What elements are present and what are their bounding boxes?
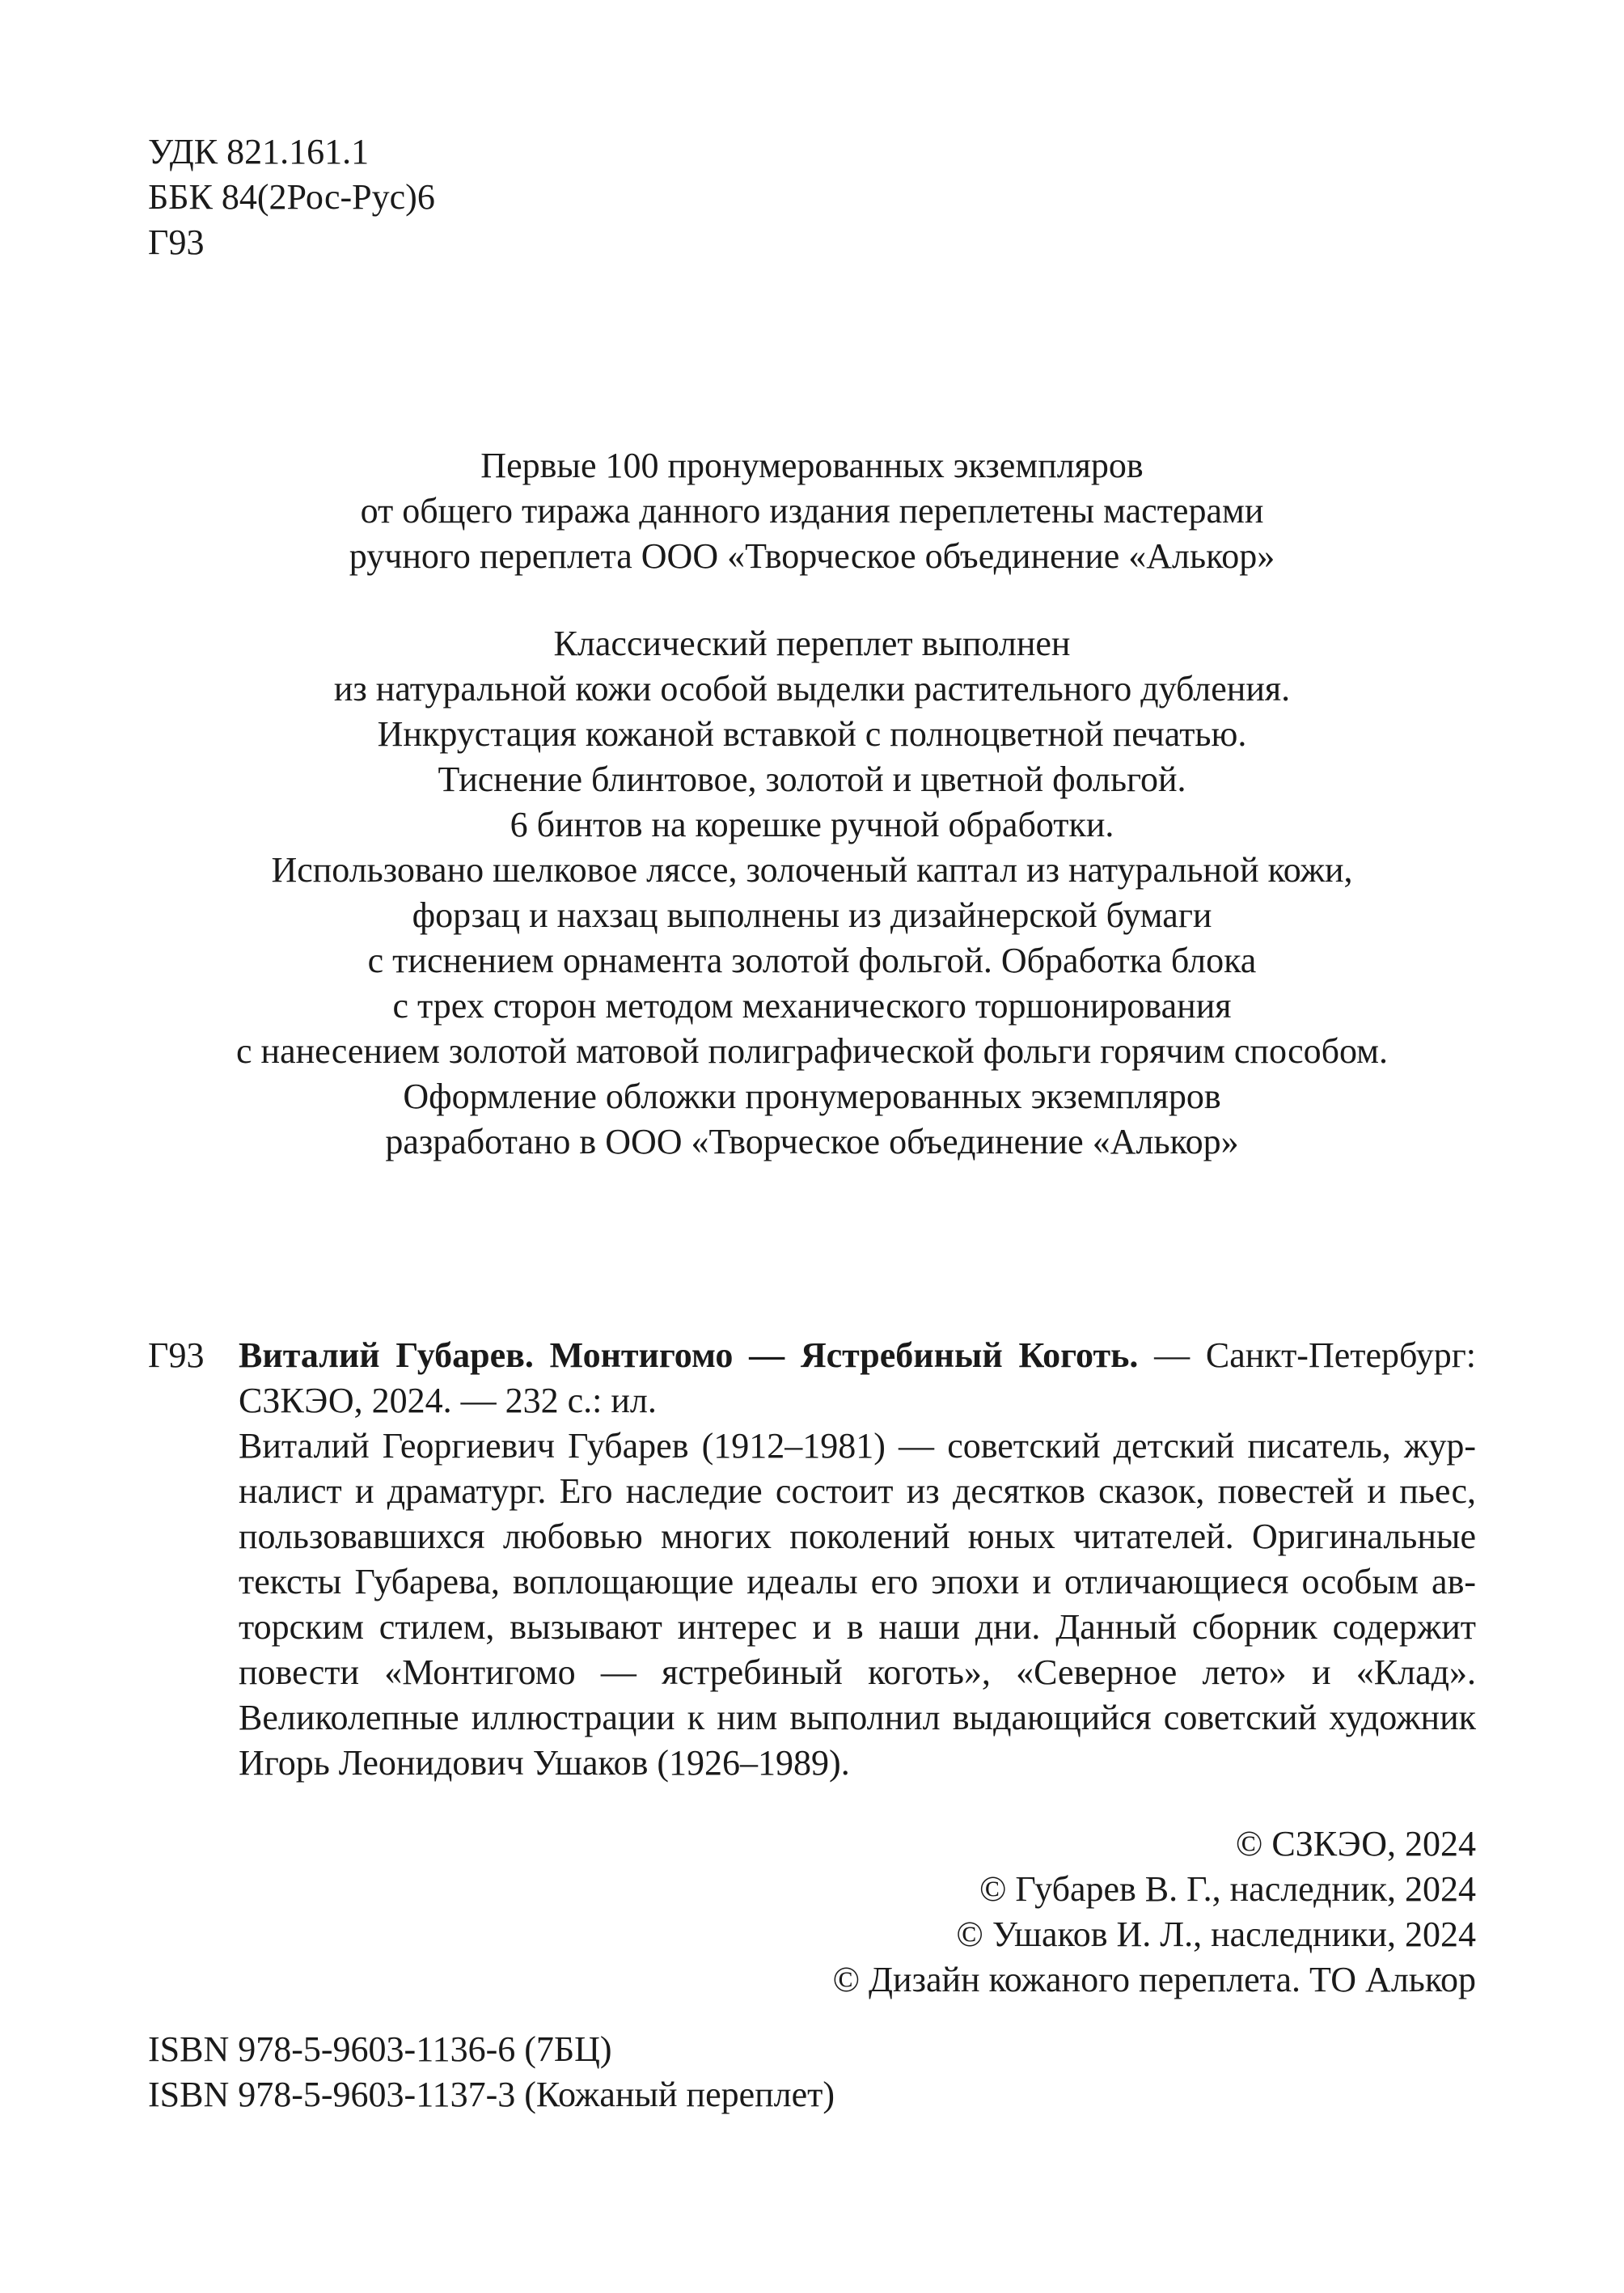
annotation-line: Виталий Георгиевич Губарев (1912–1981) — советский детский писатель, жур- [239, 1426, 1476, 1466]
annotation-line: Игорь Леонидович Ушаков (1926–1989). [239, 1743, 850, 1783]
isbn-line: ISBN 978-5-9603-1136-6 (7БЦ) [148, 2029, 612, 2069]
binding-line: разработано в ООО «Творческое объединение «Алькор» [385, 1122, 1239, 1161]
binding-line: форзац и нахзац выполнены из дизайнерской бумаги [412, 895, 1212, 935]
annotation-line: торским стилем, вызывают интерес и в наши дни. Данный сборник содержит [239, 1607, 1476, 1647]
entry-place: — Санкт-Петербург: [1154, 1335, 1476, 1375]
binding-line: Оформление обложки пронумерованных экземпляров [403, 1077, 1221, 1116]
binding-line: 6 бинтов на корешке ручной обработки. [510, 805, 1114, 844]
binding-line: с трех сторон методом механического торшонирования [392, 986, 1232, 1026]
annotation-line: Великолепные иллюстрации к ним выполнил выдающийся советский художник [239, 1698, 1476, 1737]
annotation-line: налист и драматург. Его наследие состоит из десятков сказок, повестей и пьес, [239, 1471, 1476, 1511]
entry-body [239, 1333, 1476, 1786]
numbered-copies-note [148, 443, 1476, 579]
numbered-copies-line: от общего тиража данного издания переплетены мастерами [360, 491, 1264, 531]
annotation-line: пользовавшихся любовью многих поколений юных читателей. Оригинальные [239, 1517, 1476, 1556]
copyright-line: © Губарев В. Г., наследник, 2024 [979, 1869, 1476, 1909]
annotation-line: тексты Губарева, воплощающие идеалы его эпохи и отличающиеся особым ав- [239, 1562, 1476, 1601]
binding-line: Классический переплет выполнен [553, 624, 1071, 663]
entry-author-mark: Г93 [148, 1335, 205, 1375]
entry-title-line [239, 1333, 1476, 1378]
binding-line: Использовано шелковое ляссе, золоченый каптал из натуральной кожи, [271, 850, 1353, 890]
udk-code: УДК 821.161.1 [148, 132, 370, 171]
classification-block [148, 129, 435, 265]
bbk-code: ББК 84(2Рос-Рус)6 [148, 177, 435, 217]
annotation-line: повести «Монтигомо — ястребиный коготь», «Северное лето» и «Клад». [239, 1652, 1476, 1692]
isbn-line: ISBN 978-5-9603-1137-3 (Кожаный переплет) [148, 2075, 835, 2114]
binding-description [148, 621, 1476, 1165]
binding-line: Тиснение блинтовое, золотой и цветной фольгой. [438, 759, 1186, 799]
copyright-notices [833, 1821, 1476, 2003]
entry-title: Виталий Губарев. Монтигомо — Ястребиный Коготь. [239, 1335, 1139, 1375]
copyright-line: © Дизайн кожаного переплета. ТО Алькор [832, 1960, 1476, 1999]
binding-line: с тиснением орнамента золотой фольгой. Обработка блока [367, 941, 1257, 980]
entry-imprint: СЗКЭО, 2024. — 232 с.: ил. [239, 1381, 657, 1420]
copyright-line: © Ушаков И. Л., наследники, 2024 [956, 1914, 1476, 1954]
binding-line: Инкрустация кожаной вставкой с полноцветной печатью. [377, 714, 1247, 754]
copyright-line: © СЗКЭО, 2024 [1235, 1824, 1476, 1864]
isbn-block [148, 2027, 835, 2117]
author-mark: Г93 [148, 222, 205, 262]
numbered-copies-line: Первые 100 пронумерованных экземпляров [480, 446, 1144, 485]
binding-line: из натуральной кожи особой выделки растительного дубления. [333, 669, 1291, 709]
numbered-copies-line: ручного переплета ООО «Творческое объединение «Алькор» [349, 536, 1275, 576]
binding-line: с нанесением золотой матовой полиграфической фольги горячим способом. [236, 1031, 1388, 1071]
